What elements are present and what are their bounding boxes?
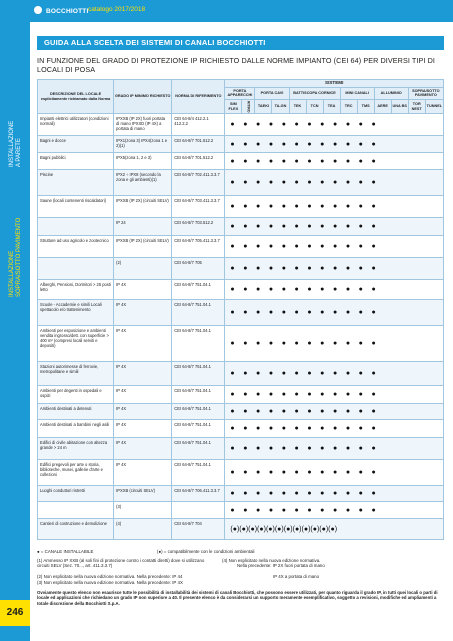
group-sopra-sotto: SOPRA/SOTTO PAVIMENTO	[408, 87, 443, 99]
row-compatibility-marks: ●●●●●●●●●●●●	[225, 300, 444, 326]
table-row	[38, 486, 444, 502]
row-norma: CEI 64-8/7 701.512.2	[172, 153, 225, 170]
sidebar-section-wall	[9, 121, 23, 167]
row-compatibility-marks: (●)(●)(●)(●)(●)(●)(●)(●)(●)(●)(●)(●)	[225, 519, 444, 540]
disclaimer-footnote: Ovviamente questo elenco non esaurisce tutte le possibilità di installabilità dei sistemi di canali Bocchiotti, che possono essere utilizzati, per quanto riguarda il grado IP, in tutti quei locali o parti di locale ed applicazioni che richiedano un grado IP non superiore a 40. Il presente elenco è da considerarsi un supporto meramente esemplificativo, soggetto a revisioni, modifiche ed ampliamenti a totale discrezione della Bocchiotti S.p.A.	[37, 590, 438, 606]
row-description: Cantieri di costruzione e demolizione	[38, 519, 114, 540]
legend-symbols	[37, 549, 444, 555]
legend-note-3: (3) Non esplicitato nella nuova edizione normativa. Nella precedente: IP 4X	[37, 579, 183, 585]
table-row	[38, 460, 444, 486]
row-norma: CEI 64-8/7 705.411.3.3.7	[172, 236, 225, 258]
row-compatibility-marks: ●●●●●●●●●●●●	[225, 502, 444, 519]
row-description: Ambienti destinati a detenuti	[38, 404, 114, 420]
row-norma: CEI 64-8/7 703.512.2	[172, 218, 225, 236]
row-norma: CEI 64-8/7 751.04.1	[172, 420, 225, 438]
row-description: Saune (locali contenenti riscaldatori)	[38, 196, 114, 218]
table-row	[38, 502, 444, 519]
row-grado-ip: IPXXB (IP 2X) (circuiti SELV)	[114, 196, 172, 218]
group-alluminio: ALLUMINIO	[374, 87, 408, 99]
subcol-header: TCN	[306, 99, 323, 114]
row-compatibility-marks: ●●●●●●●●●●●●	[225, 486, 444, 502]
row-description: Luoghi conduttori ristretti	[38, 486, 114, 502]
row-grado-ip: IP 4X	[114, 300, 172, 326]
table-row	[38, 280, 444, 300]
row-compatibility-marks: ●●●●●●●●●●●●	[225, 460, 444, 486]
legend-note-1: (1) Ammesso IP XXB (al soli fini di protezione contro i contatti diretti) dove si utilizzano circuiti SELV (Sez. 70..., art. 411.3.3.7)	[37, 557, 205, 569]
row-description: Scuole - Accademie e simili Locali spettacolo e/o trattenimento	[38, 300, 114, 326]
row-description: Ambienti per esposizione e ambienti vendita ingrosso/dett. con superficie > 400 m² (compresi locali serviti e depositi)	[38, 326, 114, 362]
row-description: Stazioni autorimesse di ferrovie, metropolitane e simili	[38, 362, 114, 386]
legend-dot: ● = CANALE INSTALLABILE	[37, 549, 94, 554]
table-row	[38, 326, 444, 362]
row-grado-ip: IP 4X	[114, 404, 172, 420]
row-norma: CEI 64-8/7 751.04.1	[172, 460, 225, 486]
row-compatibility-marks: ●●●●●●●●●●●●	[225, 218, 444, 236]
row-compatibility-marks: ●●●●●●●●●●●●	[225, 114, 444, 136]
table-row	[38, 300, 444, 326]
row-norma: CEI 64-8/7 751.04.1	[172, 362, 225, 386]
table-row	[38, 170, 444, 196]
brand-name: BOCCHIOTTI	[46, 8, 89, 15]
systems-table-body	[38, 114, 444, 540]
table-row	[38, 114, 444, 136]
table-row	[38, 519, 444, 540]
table-row	[38, 196, 444, 218]
page-number: 246	[0, 600, 30, 626]
row-compatibility-marks: ●●●●●●●●●●●●	[225, 196, 444, 218]
sidebar-section-floor-line1: INSTALLAZIONE	[9, 250, 15, 297]
sistemi-header: SISTEMI	[225, 80, 444, 88]
table-row	[38, 362, 444, 386]
row-norma: CEI 64-8/7 751.04.1	[172, 280, 225, 300]
group-porta-cavi: PORTA CAVI	[255, 87, 289, 99]
table-row	[38, 153, 444, 170]
legend-note-row	[37, 563, 444, 574]
subcol-header: TA-GN	[272, 99, 289, 114]
row-grado-ip: IP 4X	[114, 438, 172, 460]
subcol-header: TUNNEL	[425, 99, 443, 114]
row-norma: CEI 64-8/7 706.411.3.3.7	[172, 486, 225, 502]
row-compatibility-marks: ●●●●●●●●●●●●	[225, 362, 444, 386]
row-description: Edifici pregevoli per arte o storia, biblioteche, musei, gallerie d'arte e collezioni	[38, 460, 114, 486]
col-norma-header: NORMA DI RIFERIMENTO	[172, 80, 225, 114]
row-compatibility-marks: ●●●●●●●●●●●●	[225, 153, 444, 170]
row-grado-ip: (3)	[114, 502, 172, 519]
row-description: Impianti elettrici utilizzatori (condizioni normali)	[38, 114, 114, 136]
table-row	[38, 386, 444, 404]
legend-note-4: (4) Non esplicitato nella nuova edizione normativa.	[222, 557, 321, 563]
subcol-header: RITIRO	[242, 99, 255, 114]
row-compatibility-marks: ●●●●●●●●●●●●	[225, 258, 444, 280]
row-description: Strutture ad uso agricolo e zootecnico	[38, 236, 114, 258]
sidebar-section-floor-line2: SOPRA/SOTTO PAVIMENTO	[16, 217, 22, 297]
row-description	[38, 218, 114, 236]
row-compatibility-marks: ●●●●●●●●●●●●	[225, 170, 444, 196]
row-grado-ip: IP 4X	[114, 420, 172, 438]
sidebar	[0, 22, 30, 641]
row-grado-ip: IP 4X	[114, 280, 172, 300]
legend-note-4-line2: Nella precedente: IP 2X fuori portata di mano	[237, 563, 325, 569]
row-compatibility-marks: ●●●●●●●●●●●●	[225, 420, 444, 438]
subcol-header: TMS	[357, 99, 374, 114]
col-description-title: DESCRIZIONE DEL LOCALE	[49, 92, 102, 97]
row-norma: CEI 64-8/7 751.04.1	[172, 326, 225, 362]
row-description: Piscine	[38, 170, 114, 196]
row-grado-ip: IP 4X	[114, 362, 172, 386]
header-bar	[0, 0, 453, 22]
legend-paren-dot: (●) = compatibilmente con le condizioni ambientali	[157, 549, 255, 554]
row-description: Ambienti destinati a bambini negli asili	[38, 420, 114, 438]
table-row	[38, 136, 444, 153]
col-description-header	[38, 80, 114, 114]
table-row	[38, 258, 444, 280]
row-norma: CEI 64-8/7 751.04.1	[172, 386, 225, 404]
legend-note-2: (2) Non esplicitato nella nuova edizione normativa. Nella precedente: IP 44	[37, 574, 183, 580]
subcol-header: TAEKI	[255, 99, 272, 114]
guide-title-bar	[37, 36, 444, 50]
row-grado-ip: IPXXB (IP 2X) fuori portata di mano IPXXD (IP 4X) a portata di mano	[114, 114, 172, 136]
row-grado-ip: IPX2 ÷ IPX8 (secondo la zona e gli ambienti)(1)	[114, 170, 172, 196]
row-description: Ambienti per degenti in ospedali e ospizi	[38, 386, 114, 404]
row-grado-ip: IPXXB (circuiti SELV)	[114, 486, 172, 502]
row-compatibility-marks: ●●●●●●●●●●●●	[225, 404, 444, 420]
brand-logo	[34, 6, 88, 15]
table-row	[38, 420, 444, 438]
subcol-header: SIM FLEX	[225, 99, 242, 114]
row-norma: CEI 64-8/7 751.04.1	[172, 438, 225, 460]
row-norma: CEI 64-8/7 701.512.2	[172, 136, 225, 153]
subcol-header: TEA	[323, 99, 340, 114]
subcol-header: AERE	[374, 99, 391, 114]
row-compatibility-marks: ●●●●●●●●●●●●	[225, 280, 444, 300]
row-norma: CEI 64-8/7 703.411.3.3.7	[172, 196, 225, 218]
row-description: Bagni e docce	[38, 136, 114, 153]
subcol-header: UNA BS	[391, 99, 408, 114]
row-norma: CEI 64-8/7 751.04.1	[172, 404, 225, 420]
row-description: Edifici di civile abitazione con altezza grande > 24 m	[38, 438, 114, 460]
table-row	[38, 438, 444, 460]
row-norma: CEI 64-8/4 412.2.1 412.2.2	[172, 114, 225, 136]
row-description: Bagni pubblici	[38, 153, 114, 170]
row-compatibility-marks: ●●●●●●●●●●●●	[225, 438, 444, 460]
row-grado-ip: IP 4X	[114, 326, 172, 362]
table-row	[38, 236, 444, 258]
row-description: Alberghi, Pensioni, Dormitori > 25 posti letto	[38, 280, 114, 300]
group-battiscopa: BATTISCOPA CORNICE	[289, 87, 340, 99]
row-grado-ip: IPX1(zona 3) IPX4(zona 1 e 2)(1)	[114, 136, 172, 153]
row-description	[38, 258, 114, 280]
row-norma: CEI 64-8/7 705	[172, 258, 225, 280]
row-grado-ip: IPXXB (IP 2X) (circuiti SELV)	[114, 236, 172, 258]
row-compatibility-marks: ●●●●●●●●●●●●	[225, 386, 444, 404]
sidebar-section-wall-line1: INSTALLAZIONE	[9, 120, 15, 167]
page-subtitle: IN FUNZIONE DEL GRADO DI PROTEZIONE IP RICHIESTO DALLE NORME IMPIANTO (CEI 64) PER DIVERSI TIPI DI LOCALI DI POSA	[37, 56, 435, 74]
row-grado-ip: IP 4X	[114, 386, 172, 404]
row-compatibility-marks: ●●●●●●●●●●●●	[225, 236, 444, 258]
systems-table	[37, 79, 444, 540]
row-grado-ip: (2)	[114, 258, 172, 280]
row-grado-ip: (4)	[114, 519, 172, 540]
subcol-header: TRC	[340, 99, 357, 114]
row-norma: CEI 64-8/7 702.411.3.3.7	[172, 170, 225, 196]
subcol-header: TOR NEST	[408, 99, 425, 114]
group-mini-canali: MINI CANALI	[340, 87, 374, 99]
sidebar-section-floor	[9, 218, 23, 297]
legend	[37, 549, 444, 585]
sidebar-section-wall-line2: A PARETE	[16, 138, 22, 167]
col-description-subtitle: esplicitamente richiamato dalla Norma	[40, 96, 111, 101]
guide-title: GUIDA ALLA SCELTA DEI SISTEMI DI CANALI BOCCHIOTTI	[44, 38, 266, 47]
row-grado-ip: IP 24	[114, 218, 172, 236]
table-row	[38, 404, 444, 420]
brand-icon	[34, 6, 42, 14]
col-grado-header: GRADO IP MINIMO RICHIESTO	[114, 80, 172, 114]
row-norma	[172, 502, 225, 519]
row-compatibility-marks: ●●●●●●●●●●●●	[225, 326, 444, 362]
group-porta-apparecchi: PORTA APPARECCHI	[225, 87, 255, 99]
catalog-label: catalogo 2017/2018	[88, 6, 146, 13]
row-norma: CEI 64-8/7 751.04.1	[172, 300, 225, 326]
row-grado-ip: IP 4X	[114, 460, 172, 486]
row-description	[38, 502, 114, 519]
legend-note-row	[37, 580, 444, 586]
row-compatibility-marks: ●●●●●●●●●●●●	[225, 136, 444, 153]
table-row	[38, 218, 444, 236]
legend-note-4-line3: IP 4X a portata di mano	[273, 574, 320, 580]
subcol-header: TEK	[289, 99, 306, 114]
row-norma: CEI 64-8/7 704	[172, 519, 225, 540]
row-grado-ip: IPX5(zona 1, 2 e 3)	[114, 153, 172, 170]
